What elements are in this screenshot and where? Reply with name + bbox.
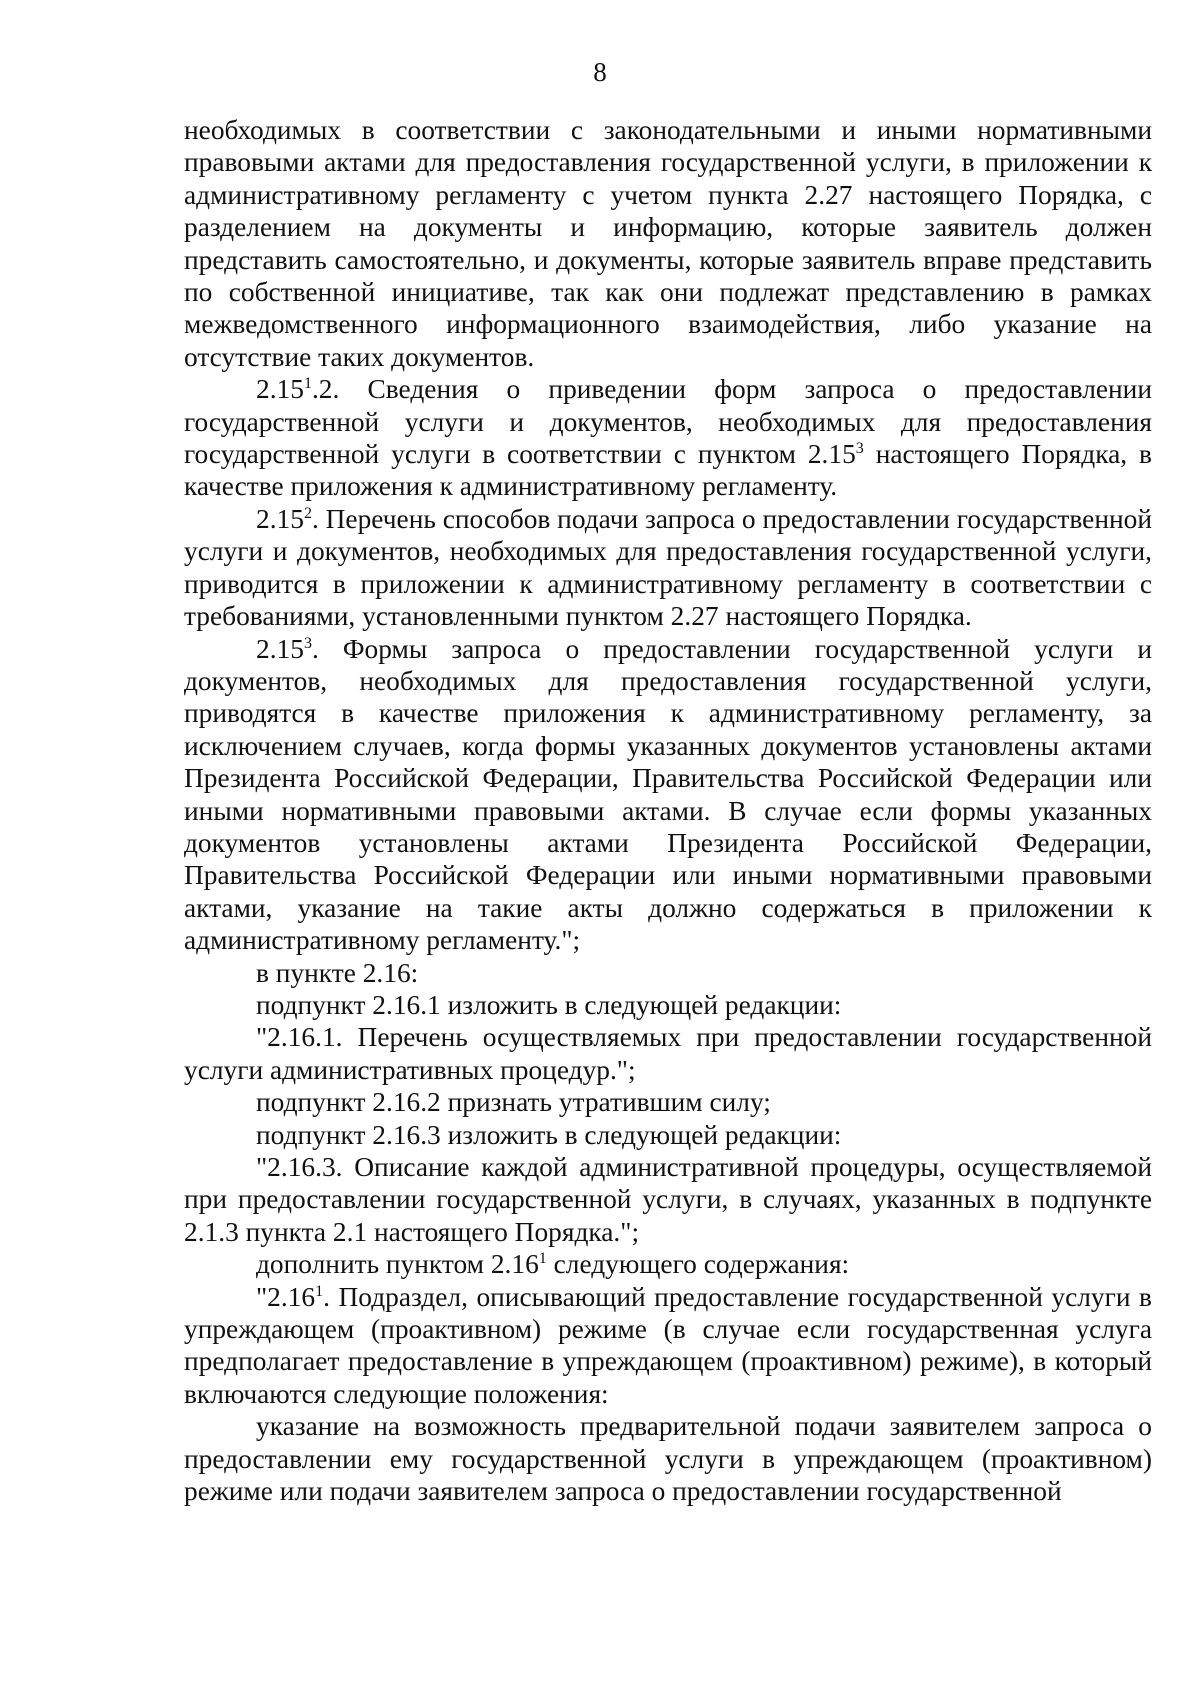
text-run: . Подраздел, описывающий предоставление государственной услуги в упреждающем (проактивном) режиме (в случае если государственная услуга предполагает предоставление в упреждающем (проактивном) режиме), в который включаются следующие положения: <box>184 1281 1152 1409</box>
superscript: 3 <box>855 439 864 457</box>
text-run: подпункт 2.16.1 изложить в следующей редакции: <box>256 989 842 1020</box>
text-run: "2.16.3. Описание каждой административной процедуры, осуществляемой при предоставлении государственной услуги, в случаях, указанных в подпункте 2.1.3 пункта 2.1 настоящего Порядка."; <box>184 1152 1152 1247</box>
paragraph <box>184 1021 1152 1086</box>
text-run: указание на возможность предварительной подачи заявителем запроса о предоставлении ему государственной услуги в упреждающем (проактивном) режиме или подачи заявителем запроса о предоставлении государственной <box>184 1411 1152 1507</box>
text-run: следующего содержания: <box>546 1249 850 1280</box>
text-run: подпункт 2.16.3 изложить в следующей редакции: <box>256 1119 842 1150</box>
text-run: . Перечень способов подачи запроса о предоставлении государственной услуги и документов, необходимых для предоставления государственной услуги, приводится в приложении к административному регламенту в соответствии с требованиями, установленными пунктом 2.27 настоящего Порядка. <box>184 503 1152 632</box>
text-run: .2. Сведения о приведении форм запроса о предоставлении государственной услуги и документов, необходимых для предоставления государственной услуги в соответствии с пунктом 2.15 <box>184 374 1152 470</box>
paragraph <box>184 503 1152 633</box>
paragraph <box>184 1248 1152 1280</box>
text-run: . Формы запроса о предоставлении государственной услуги и документов, необходимых для предоставления государственной услуги, приводятся в качестве приложения к административному регламенту, за исключением случаев, когда формы указанных документов установлены актами Президента Российской Федерации, Правительства Российской Федерации или иными нормативными правовыми актами. В случае если формы указанных документов установлены актами Президента Российской Федерации, Правительства Российской Федерации или иными нормативными правовыми актами, указание на такие акты должно содержаться в приложении к административному регламенту."; <box>184 633 1152 956</box>
paragraph <box>184 1086 1152 1118</box>
page-number: 8 <box>593 57 607 87</box>
text-run: "2.16 <box>256 1281 316 1312</box>
text-run: дополнить пунктом 2.16 <box>256 1249 539 1280</box>
text-run: в пункте 2.16: <box>256 957 419 988</box>
paragraph <box>184 989 1152 1021</box>
paragraph <box>184 957 1152 989</box>
text-run: настоящего Порядка, в качестве приложения к административному регламенту. <box>184 439 1152 502</box>
document-body <box>184 114 1152 1507</box>
paragraph <box>184 373 1152 503</box>
paragraph <box>184 1119 1152 1151</box>
paragraph <box>184 114 1152 373</box>
superscript: 1 <box>538 1250 547 1268</box>
paragraph <box>184 1281 1152 1411</box>
text-run: подпункт 2.16.2 признать утратившим силу; <box>256 1087 771 1118</box>
paragraph <box>184 1151 1152 1248</box>
text-run: необходимых в соответствии с законодательными и иными нормативными правовыми актами для предоставления государственной услуги, в приложении к административному регламенту с учетом пункта 2.27 настоящего Порядка, с разделением на документы и информацию, которые заявитель должен представить самостоятельно, и документы, которые заявитель вправе представить по собственной инициативе, так как они подлежат представлению в рамках межведомственного информационного взаимодействия, либо указание на отсутствие таких документов. <box>184 115 1152 372</box>
paragraph <box>184 633 1152 957</box>
superscript: 1 <box>315 1282 324 1300</box>
text-run: "2.16.1. Перечень осуществляемых при предоставлении государственной услуги административных процедур."; <box>184 1022 1152 1085</box>
text-run: 2.15 <box>256 503 304 534</box>
paragraph <box>184 1410 1152 1507</box>
superscript: 2 <box>303 504 312 522</box>
text-run: 2.15 <box>256 374 304 405</box>
superscript: 1 <box>303 375 312 393</box>
superscript: 3 <box>303 634 312 652</box>
text-run: 2.15 <box>256 633 304 664</box>
